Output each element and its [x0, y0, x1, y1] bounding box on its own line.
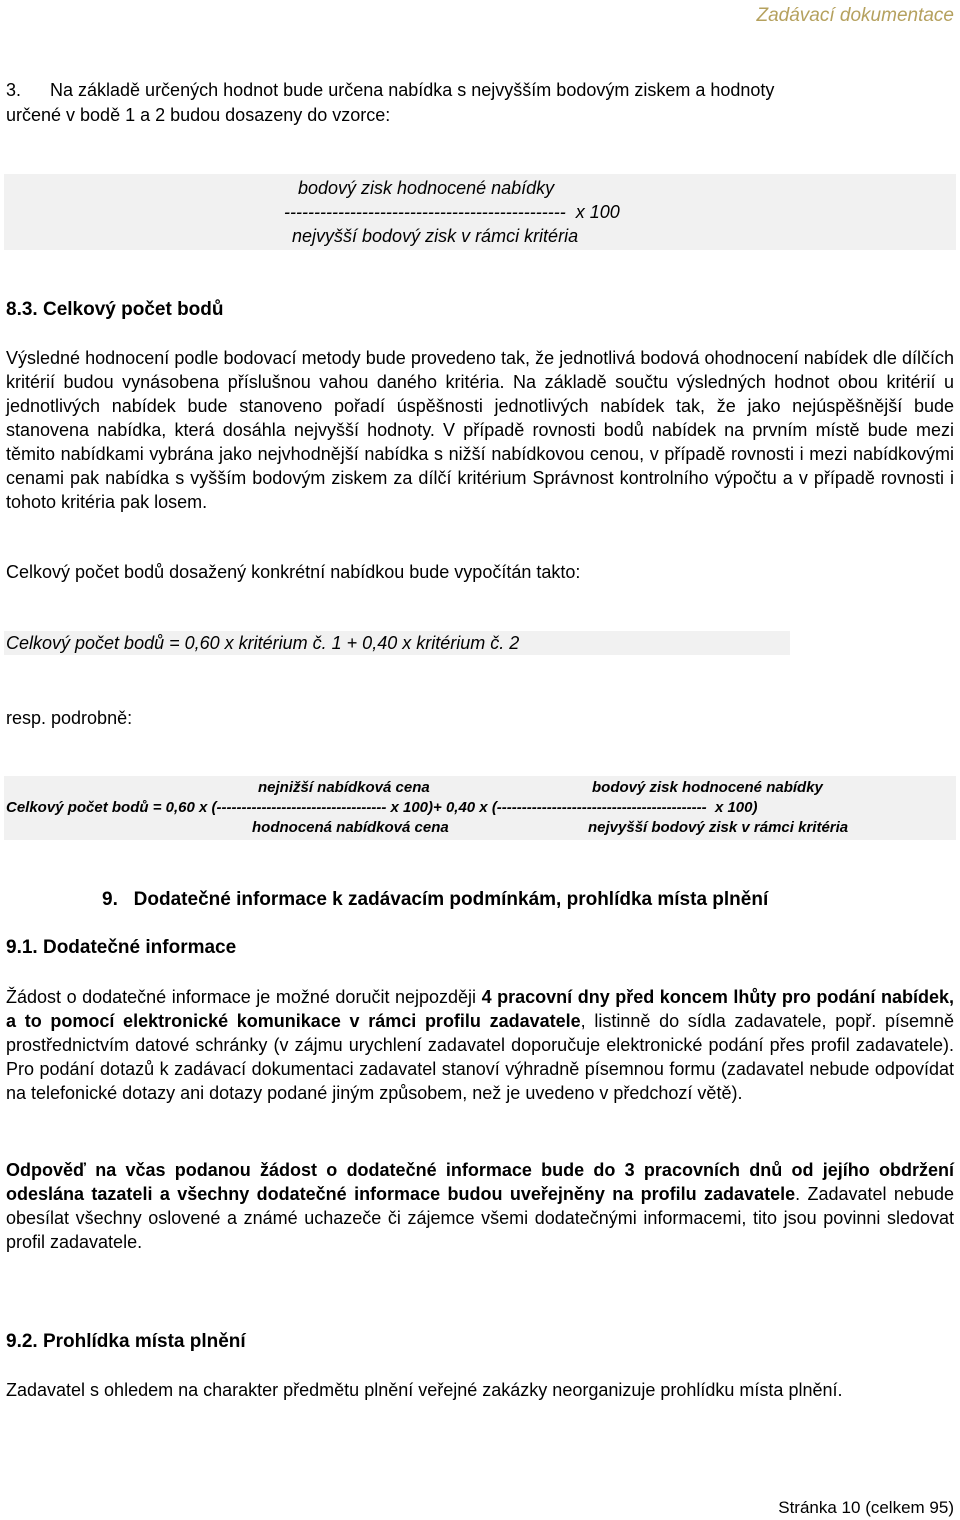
section-heading-9: 9. Dodatečné informace k zadávacím podmínkám, prohlídka místa plnění: [102, 889, 769, 910]
detail-top-left: nejnižší nabídková cena: [258, 779, 430, 796]
section-8-3-paragraph: Výsledné hodnocení podle bodovací metody bude provedeno tak, že jednotlivá bodová ohodnocení nabídek dle dílčích kritérií budou vynásobena příslušnou vahou daného kritéria. Na základě součtu výsledných hodnot obou kritérií u jednotlivých nabídek bude stanoveno pořadí úspěšnosti jednotlivých nabídek tak, že jako nejúspěšnější bude stanovena nabídka, která dosáhla nejvyšší hodnoty. V případě rovnosti bodů nabídek na prvním místě bude mezi těmito nabídkami vybrána jako nejvhodnější nabídka s nižší nabídkovou cenou, v případě rovnosti i mezi nabídkovými cenami pak nabídka s vyšším bodovým ziskem za dílčí kritérium Správnost kontrolního výpočtu a v případě rovnosti i tohoto kritéria pak losem.: [6, 348, 954, 512]
item-text-line1: Na základě určených hodnot bude určena nabídka s nejvyšším bodovým ziskem a hodnoty: [50, 80, 775, 100]
p1-part-b-bold: 4 pracovní dny před koncem lhůty pro podání nabídek, a to pomocí elektronické komunikace v rámci profilu zadavatele: [6, 987, 954, 1031]
formula-denominator: nejvyšší bodový zisk v rámci kritéria: [292, 226, 579, 246]
formula-divider: ----------------------------------------------- x 100: [284, 202, 620, 222]
section-heading-8-3: 8.3. Celkový počet bodů: [6, 299, 224, 320]
item-text-line2: určené v bodě 1 a 2 budou dosazeny do vzorce:: [6, 105, 391, 125]
detail-top-right: bodový zisk hodnocené nabídky: [592, 779, 823, 796]
p2-part-a-bold: Odpověď na včas podanou žádost o dodatečné informace bude do 3 pracovních dnů od jejího obdržení odeslána tazateli a všechny dodatečné informace budou uveřejněny na profilu zadavatele: [6, 1160, 954, 1204]
resp-label: resp. podrobně:: [6, 708, 133, 728]
section-9-1-paragraph-1: [6, 985, 954, 1105]
document-header-title: Zadávací dokumentace: [756, 5, 954, 26]
total-score-formula: Celkový počet bodů = 0,60 x kritérium č. 1 + 0,40 x kritérium č. 2: [4, 631, 790, 655]
formula-numerator: bodový zisk hodnocené nabídky: [298, 178, 555, 198]
detail-bottom-left: hodnocená nabídková cena: [252, 819, 449, 836]
detailed-formula-box: [4, 776, 956, 840]
score-formula-box: [4, 174, 956, 250]
section-9-1-paragraph-2: [6, 1158, 954, 1254]
p1-part-c: , listinně do sídla zadavatele, popř. písemně prostřednictvím datové schránky (v zájmu urychlení zadavatel doporučuje elektronické podání přes profil zadavatele). Pro podání dotazů k zadávací dokumentaci zadavatel stanoví výhradně písemnou formu (zadavatel nebude odpovídat na telefonické dotazy ani dotazy podané jiným způsobem, než je uvedeno v předchozí větě).: [6, 1011, 954, 1103]
page-footer: Stránka 10 (celkem 95): [778, 1498, 954, 1517]
p2-part-b: . Zadavatel nebude obesílat všechny oslovené a známé uchazeče či zájemce všemi dodatečnými informacemi, tito jsou povinni sledovat profil zadavatele.: [6, 1184, 954, 1252]
detail-bottom-right: nejvyšší bodový zisk v rámci kritéria: [588, 819, 849, 836]
section-heading-9-1: 9.1. Dodatečné informace: [6, 937, 237, 958]
section-heading-9-2: 9.2. Prohlídka místa plnění: [6, 1331, 246, 1352]
section-9-2-paragraph: Zadavatel s ohledem na charakter předmětu plnění veřejné zakázky neorganizuje prohlídku místa plnění.: [6, 1380, 843, 1400]
calc-intro: Celkový počet bodů dosažený konkrétní nabídkou bude vypočítán takto:: [6, 562, 581, 582]
p1-part-a: Žádost o dodatečné informace je možné doručit nejpozději: [6, 987, 482, 1007]
item-number: 3.: [6, 80, 22, 100]
detail-middle: Celkový počet bodů = 0,60 x (---------------------------------- x 100)+ 0,40 x (------------------------------------------ x 100): [6, 799, 758, 816]
